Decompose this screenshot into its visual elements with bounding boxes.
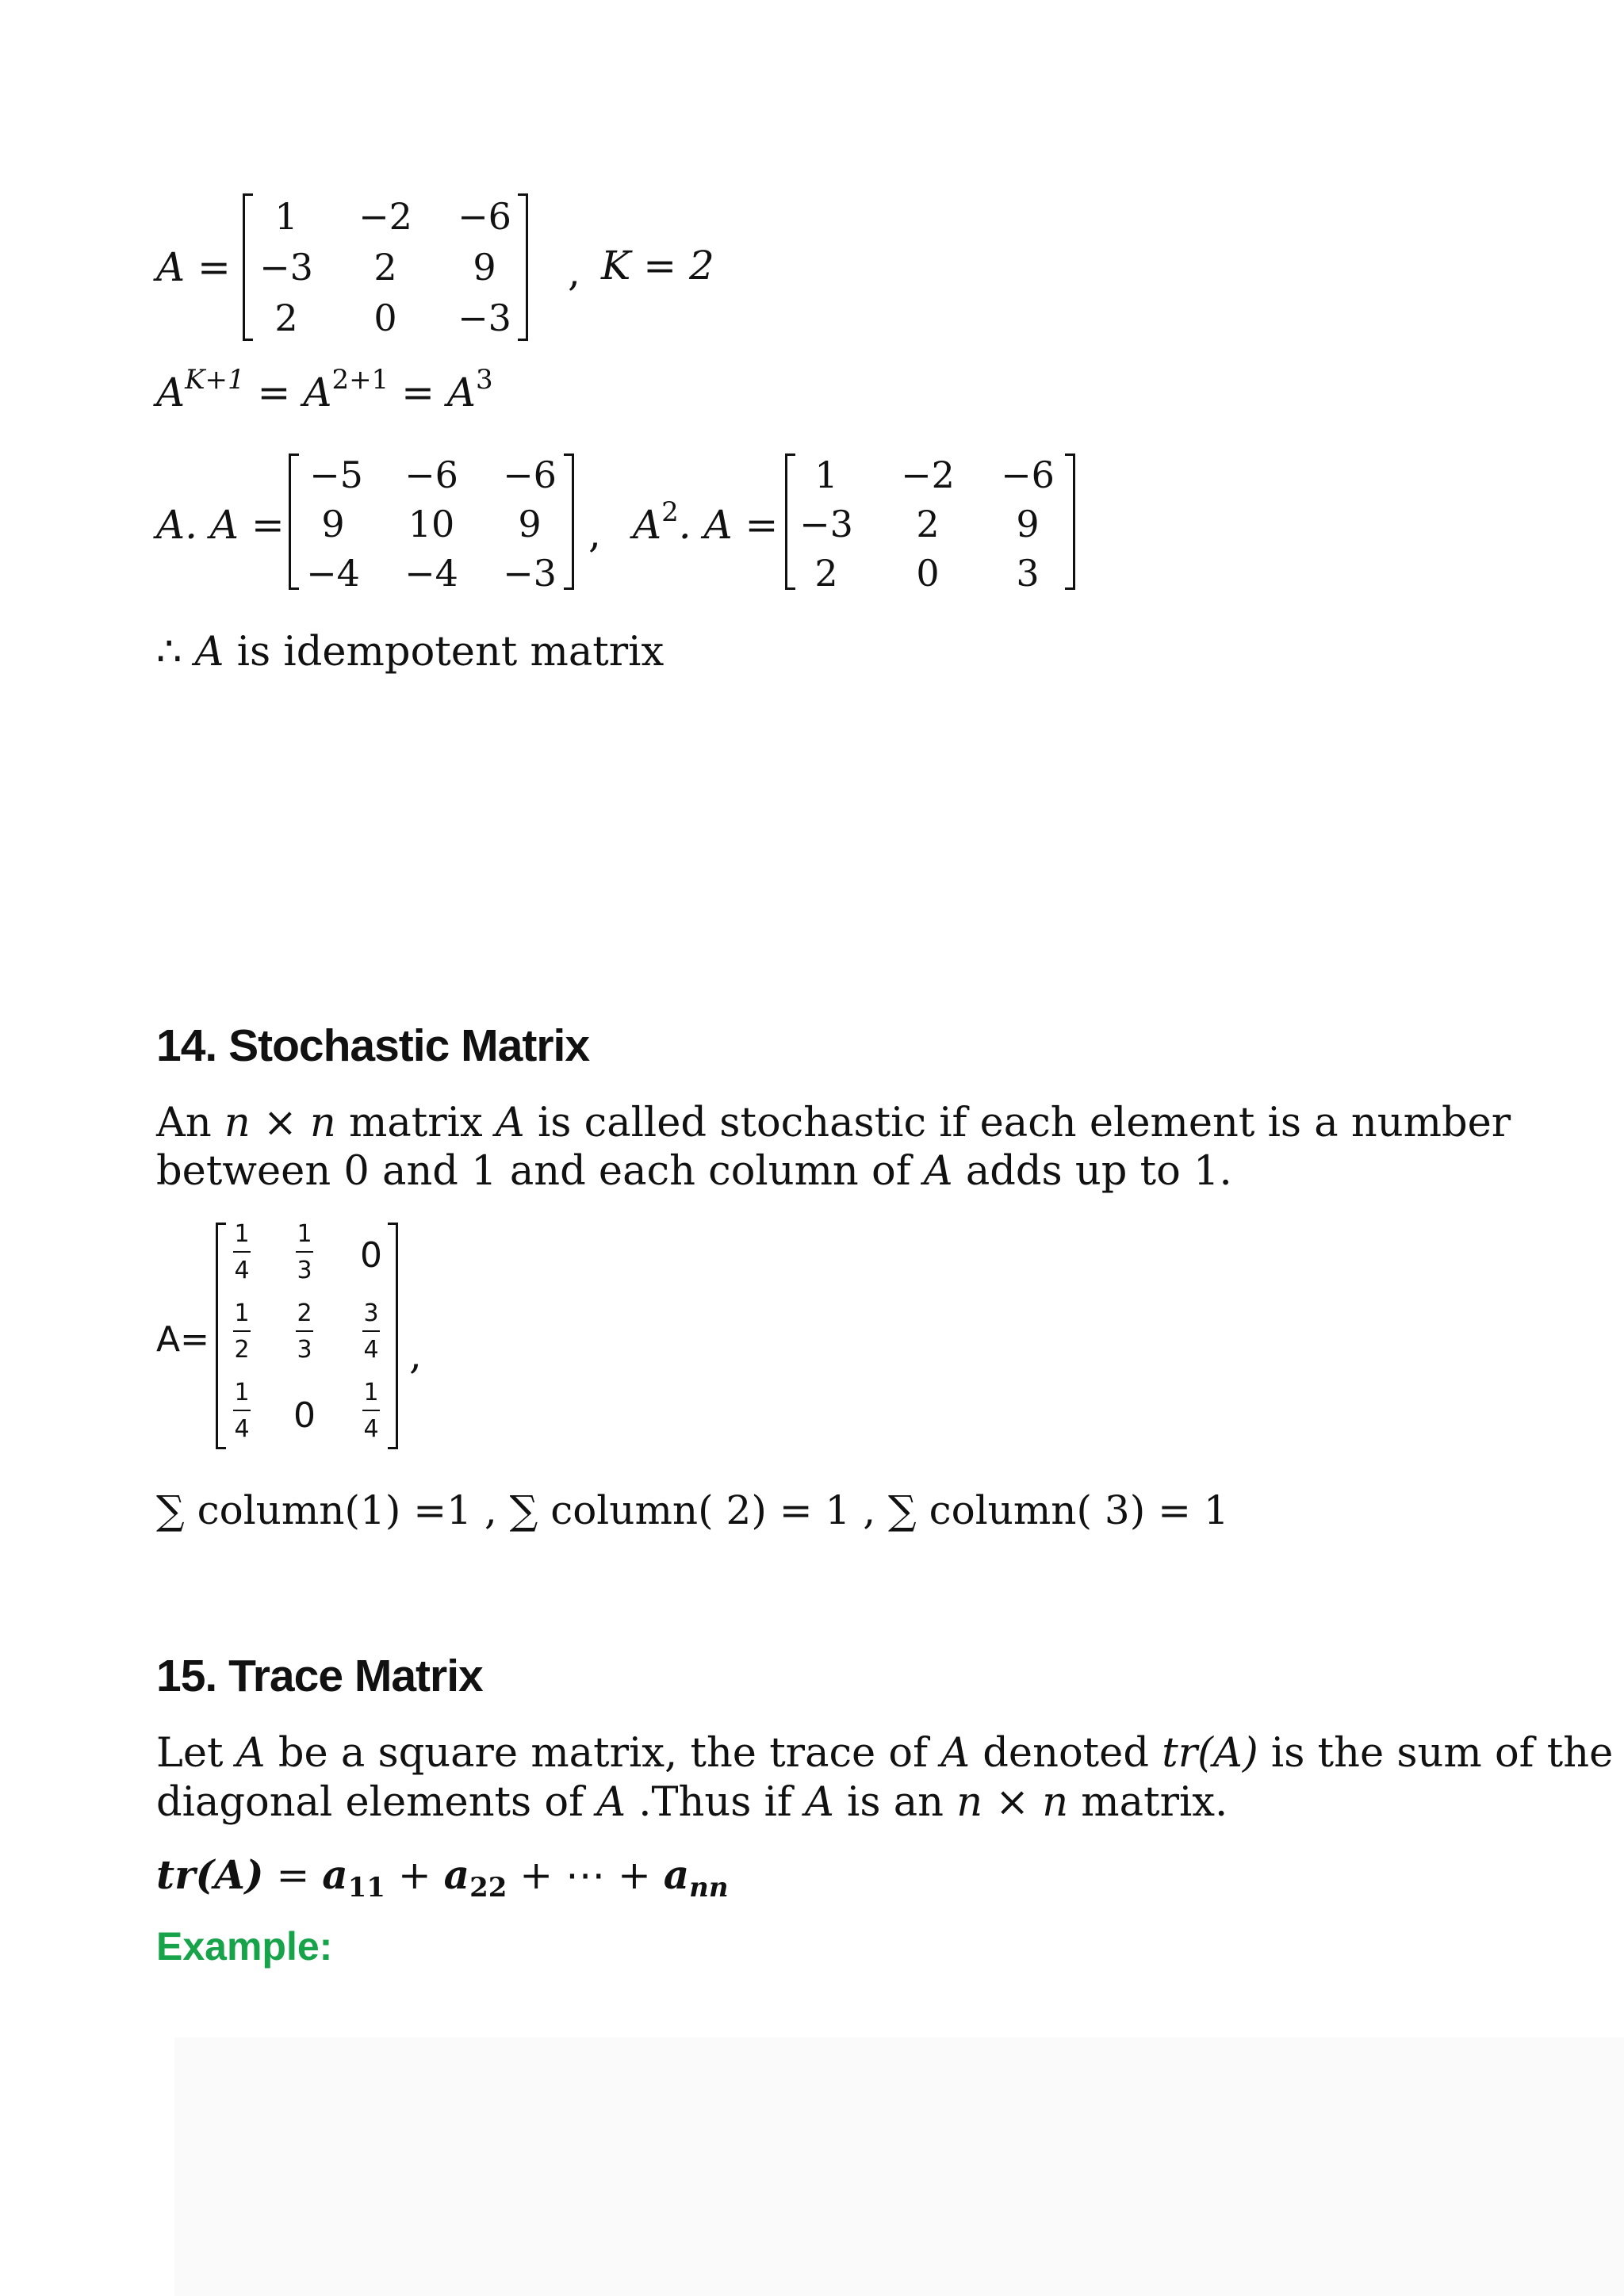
- matrix-cell: −3: [503, 552, 557, 595]
- stochastic-matrix: [216, 1220, 398, 1449]
- comma: ,: [409, 1332, 422, 1378]
- column-sums: ∑ column(1) =1 , ∑ column( 2) = 1 , ∑ column( 3) = 1: [156, 1487, 1229, 1533]
- matrix-cell: 9: [473, 246, 496, 289]
- stochastic-definition-line2: between 0 and 1 and each column of A adds up to 1.: [156, 1148, 1232, 1195]
- matrix-cell: 0: [916, 552, 940, 595]
- trace-definition-line1: Let A be a square matrix, the trace of A denoted tr(A) is the sum of the: [156, 1730, 1614, 1777]
- matrix-cell: 2: [916, 503, 940, 545]
- matrix-a: [243, 193, 528, 341]
- power-equation: $A^{K+1} = A^{2+1} = A^3$: [156, 364, 493, 415]
- matrix-cell: 9: [321, 503, 345, 545]
- matrix-cell: −5: [309, 453, 363, 496]
- matrix-cell: −3: [259, 246, 313, 289]
- matrix-cell: −6: [404, 453, 458, 496]
- matrix-cell: 9: [518, 503, 542, 545]
- matrix-cell: −6: [1001, 453, 1055, 496]
- matrix-cell: −4: [404, 552, 458, 595]
- matrix-cell: 0: [373, 297, 397, 339]
- matrix-cell: −2: [901, 453, 955, 496]
- matrix-cell: 0: [293, 1395, 316, 1436]
- aa-label: A. A =: [156, 502, 285, 548]
- matrix-cell: −6: [503, 453, 557, 496]
- trace-formula: $tr(A) = a_{11} + a_{22}$ + ⋯ + $a_{nn}$: [156, 1851, 729, 1904]
- matrix-cell: 10: [408, 503, 455, 545]
- matrix-cell: −2: [358, 195, 412, 238]
- matrix-a-label: A =: [156, 244, 231, 290]
- example-label: Example:: [156, 1924, 333, 1969]
- fraction: 1 4: [234, 1220, 250, 1284]
- stochastic-definition-line1: An n × n matrix A is called stochastic if each element is a number: [156, 1100, 1511, 1146]
- matrix-cell: 2: [373, 246, 397, 289]
- fraction: 3 4: [363, 1299, 379, 1364]
- fraction: 1 4: [234, 1379, 250, 1443]
- matrix-cell: 1: [814, 453, 838, 496]
- fraction: 1 2: [234, 1299, 250, 1364]
- matrix-cell: −3: [799, 503, 853, 545]
- matrix-aa: [289, 453, 574, 595]
- matrix-cell: −4: [306, 552, 360, 595]
- matrix-cell: −6: [458, 195, 511, 238]
- matrix-cell: 1: [274, 195, 298, 238]
- k-value: K = 2: [601, 243, 714, 289]
- trace-definition-line2: diagonal elements of A .Thus if A is an n × n matrix.: [156, 1779, 1228, 1826]
- section-heading-trace: 15. Trace Matrix: [156, 1651, 483, 1701]
- fraction: 2 3: [297, 1299, 312, 1364]
- comma: ,: [588, 511, 601, 557]
- page-shading: [174, 2038, 1624, 2296]
- a2a-label: $A^2$. A =: [633, 496, 779, 548]
- matrix-cell: 3: [1016, 552, 1040, 595]
- idempotent-conclusion: ∴ A is idempotent matrix: [156, 629, 665, 675]
- stochastic-matrix-label: A=: [156, 1319, 209, 1360]
- fraction: 1 3: [297, 1220, 312, 1284]
- fraction: 1 4: [363, 1379, 379, 1443]
- matrix-cell: −3: [458, 297, 511, 339]
- matrix-a2a: [785, 453, 1075, 595]
- comma: ,: [568, 249, 580, 295]
- matrix-cell: 2: [814, 552, 838, 595]
- matrix-cell: 0: [360, 1235, 382, 1276]
- matrix-cell: 9: [1016, 503, 1040, 545]
- section-heading-stochastic: 14. Stochastic Matrix: [156, 1020, 590, 1071]
- matrix-cell: 2: [274, 297, 298, 339]
